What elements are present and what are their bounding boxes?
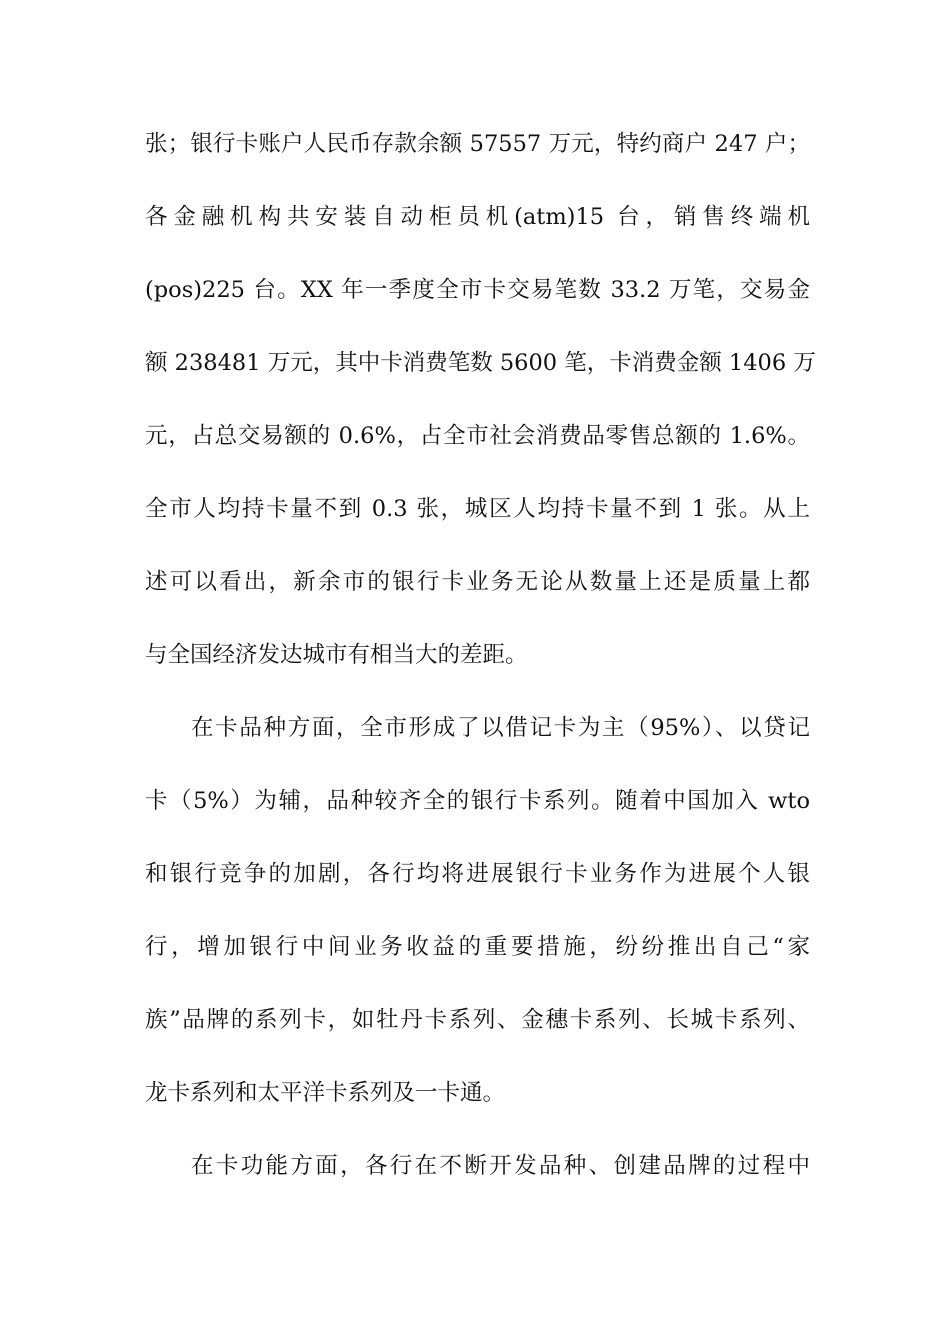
text-line: 元，占总交易额的 0.6%，占全市社会消费品零售总额的 1.6%。 (145, 423, 810, 449)
text-line: 行，增加银行中间业务收益的重要措施，纷纷推出自己“家 (145, 934, 810, 960)
text-line: (pos)225 台。XX 年一季度全市卡交易笔数 33.2 万笔，交易金 (145, 277, 810, 303)
text-line: 全市人均持卡量不到 0.3 张，城区人均持卡量不到 1 张。从上 (145, 496, 810, 522)
text-line: 述可以看出，新余市的银行卡业务无论从数量上还是质量上都 (145, 569, 810, 595)
paragraph-first-line: 在卡功能方面，各行在不断开发品种、创建品牌的过程中 (191, 1153, 810, 1179)
text-line: 族”品牌的系列卡，如牡丹卡系列、金穗卡系列、长城卡系列、 (145, 1007, 810, 1033)
text-line: 额 238481 万元，其中卡消费笔数 5600 笔，卡消费金额 1406 万 (145, 350, 816, 376)
text-line: 各金融机构共安装自动柜员机(atm)15 台，销售终端机 (145, 204, 810, 230)
paragraph-first-line: 在卡品种方面，全市形成了以借记卡为主（95%）、以贷记 (191, 715, 810, 741)
text-line: 卡（5%）为辅，品种较齐全的银行卡系列。随着中国加入 wto (145, 788, 810, 814)
text-line: 和银行竞争的加剧，各行均将进展银行卡业务作为进展个人银 (145, 861, 810, 887)
text-line: 与全国经济发达城市有相当大的差距。 (145, 642, 528, 668)
body-text (145, 126, 816, 1221)
text-line: 张；银行卡账户人民币存款余额 57557 万元，特约商户 247 户； (145, 131, 810, 157)
text-line: 龙卡系列和太平洋卡系列及一卡通。 (145, 1080, 506, 1106)
